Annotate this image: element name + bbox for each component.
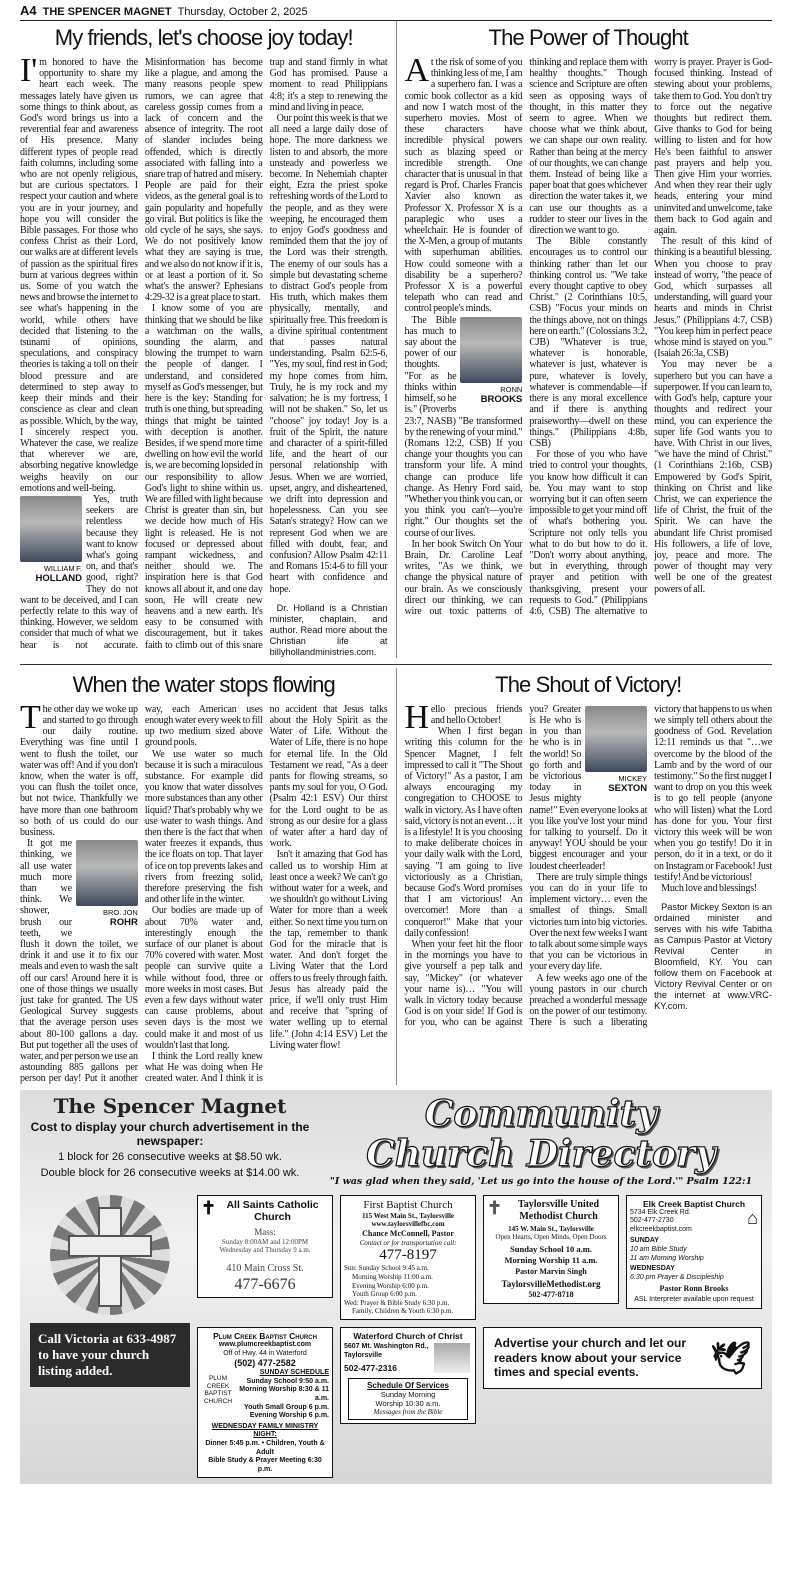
directory-title [320,1094,762,1174]
service-time: Bible Study & Prayer Meeting 6:30 p.m. [208,1457,322,1473]
rate-single: 1 block for 26 consecutive weeks at $8.50 wk. [58,1150,282,1163]
service-time: Sunday School 10 a.m. [510,1243,592,1254]
church-name: Plum Creek Baptist Church [213,1331,317,1341]
website: elkcreekbaptist.com [630,1225,692,1233]
schedule-heading: Schedule Of Services [367,1381,449,1391]
cross-flame-icon: ✝ [487,1197,503,1218]
author-first: MICKEY [618,773,648,783]
author-last: BROOKS [480,393,523,405]
title-line1: Community [424,1092,658,1135]
service-time: Dinner 5:45 p.m. • Children, Youth & Adult [205,1439,325,1456]
website: www.plumcreekbaptist.com [218,1341,312,1348]
service-time: Morning Worship 11 a.m. [504,1254,598,1265]
paragraph: The Bible constantly encourages us to control our thinking rather than let our thinking control us. "We take every thought captive to obey Christ." (2 Corinthians 10:5, CSB) "Focus your minds on the things above, not on things here on earth." (Colossians 3:2, CJB) "Whatever is true, whatever is honorable, whatever is just, whatever is pure, whatever is lovely, whatever is commendable—if there is any moral excellence and if there is anything praiseworthy—dwell on these things." (Philippians 4:8b, CSB) [529,236,648,449]
author-portrait [20,496,82,562]
ad-all-saints [197,1195,333,1298]
paragraph: When your feet hit the floor in the mornings you have to give yourself a pep talk and say, "Mickey" (or whatever your name is)… "You will walk in victory today because God is on your side! If God is for you, who can be against you? Greater is He who is in you than he who is in the world! So go forth and be victorious today in Jesus mighty name!" Even everyone looks at you like you've lost your mind for talking to yourself. Do it anyway! YOU should be your biggest encourager and your loudest cheerleader! [404,703,648,1029]
phone: 502-477-2730 [630,1217,674,1225]
website: TaylorsvilleMethodist.org [501,1278,601,1289]
service-time: Morning Worship 8:30 & 11 a.m. [239,1386,329,1402]
church-directory [20,1090,772,1485]
directory-listings [20,1188,772,1479]
author-first: BRO. JON [103,908,138,918]
church-name: Taylorsville United Methodist Church [518,1198,600,1222]
service-time: Family, Children & Youth 6:30 p.m. [352,1307,454,1316]
paragraph: Much love and blessings! [661,883,758,894]
article-water [20,668,388,1085]
listing-cta: Call Victoria at 633-4987 to have your church listing added. [30,1323,190,1387]
article-body [404,52,773,617]
mass-time: Sunday 8:00AM and 12:00PM [221,1237,309,1246]
advertise-promo [483,1327,762,1389]
paragraph: At the risk of some of you thinking less of me, I am a superhero fan. I was a comic book collector as a kid and now I watch most of the superhero movies. Most of these characters have incredible physical powers such as blazing speed or incredible strength. One character that is unusual in that regard is Prof. Charles Francis Xavier also known as Professor X. Professor X is a paraplegic who uses a wheelchair. He is founder of the X-Men, a group of mutants with superhuman abilities. How could someone with a disability be a superhero? Professor X is a powerful telepath who can read and control people's minds. [404,52,523,315]
address: 145 W. Main St., Taylorsville [508,1224,594,1233]
advertise-text: Advertise your church and let our readers know about your service times and special events. [494,1336,687,1379]
phone: 477-8197 [379,1247,437,1264]
ad-elk-creek [626,1195,762,1309]
wednesday-heading: WEDNESDAY FAMILY MINISTRY NIGHT: [211,1422,319,1439]
church-logo: PLUM CREEK BAPTIST CHURCH [203,1375,233,1405]
service-time: Worship 10:30 a.m. [375,1398,441,1408]
masthead-logo: The Spencer Magnet [53,1093,287,1118]
headline: The Power of Thought [488,25,688,50]
ad-taylorsville-methodist [483,1195,619,1304]
rate-double: Double block for 26 consecutive weeks at $14.00 wk. [40,1166,300,1179]
page-number: A4 [20,3,37,18]
service-time: Evening Worship 6:00 p.m. [352,1281,429,1290]
paragraph: Isn't it amazing that God has called us to worship Him at least once a week? We can't go without water for a week, and we shouldn't go without Living Water for more than a week either. So next time you turn on the tap, remember to thank God for the miracle that is water. And don't forget the Living Water that the Lord offers to us freely through faith. Jesus has already paid the price, if we'll only trust Him and receive that "spring of water welling up to eternal life." (John 4:14 ESV) Let the Living water flow! [269,849,388,1051]
author-photo [20,496,82,584]
ad-first-baptist [340,1195,476,1320]
service-time: Youth Group 6:00 p.m. [352,1290,417,1299]
scripture-verse: "I was glad when they said, 'Let us go into the house of the Lord.'" Psalm 122:1 [329,1175,753,1187]
address: Taylorsville [344,1351,383,1359]
author-bio: Dr. Holland is a Christian minister, chaplain, and author. Read more about the Christian life at billyhollandministries.com. [269,602,388,657]
service-time: Morning Worship 11:00 a.m. [352,1273,433,1282]
service-time: Sunday Morning [380,1390,436,1400]
paragraph: The Bible has much to say about the power of our thoughts. "For as he thinks within himself, so he is." (Proverbs 23:7, NASB) "Be transformed by the renewing of your mind." (Romans 12:2, CSB) If you change your thoughts you can transform your life. A mind change can produce life change. As Henry Ford said, "Whether you think you can, or you think you can't—you're right." Our thoughts set the course of our lives. [404,314,523,539]
location: Off of Hwy. 44 in Waterford [223,1349,307,1357]
author-last: HOLLAND [35,572,82,584]
paragraph: Yes, truth seekers are relentless because they want to know what's going on, and that's good, right? They do not want to be deceived, and I can perfectly relate to this way of thinking. However, we seldom consider that much of what we hear is not accurate. Misinformation has become like a plague, and among the many reasons people spew rumors, we can agree that careless gossip comes from a lack of concern and the absence of integrity. The root of slander includes being offended, which is directly associated with falling into a snare trap of hatred and misery. People are paid for their videos, as the general goal is to gain popularity and hopefully go viral. But politics is like the old cycle of he says, she says. We do not positively know what they are saying is true, and we also do not know if it is, or at least a portion of it. So what's the answer? Ephesians 4:29-32 is a great place to start. [20,57,263,651]
paragraph: I think the Lord really knew what He was doing when He created water. And I think it is no accident that Jesus talks about the Holy Spirit as the Water of Life. Without the Water of Life, there is no hope for eternal life. In the Old Testament we read, "As a deer pants for flowing streams, so pants my soul for you, O God. (Psalm 42:1 ESV) Our thirst for the Lord ought to be as strong as our desire for a glass of water after a hard day of work. [144,703,388,1085]
phone: 502-477-8718 [528,1289,574,1299]
paragraph: In her book Switch On Your Brain, Dr. Caroline Leaf writes, "As we think, we change the physical nature of our brain. As we consciously direct our thinking, we can wire out toxic patterns of thinking and replace them with healthy thoughts." Though science and Scripture are often seen as opposing ways of thought, in this matter they seem to agree. When we choose what we think about, we can shape our own reality. Rather than being at the mercy of our thoughts, we can change them. Instead of being like a paper boat that goes whichever direction the water takes it, we can use our thoughts as a rudder to steer our lives in the direction we want to go. [404,57,648,617]
article-body [20,52,388,658]
paragraph: I know some of you are thinking that we should be like a watchman on the walls, sounding the alarm, and blowing the trumpet to warn the people of danger. I understand, and considered myself as God's messenger, but here is the key: Standing for truth is one thing, but spreading things that might be tainted with deception is another. Besides, if we spend more time dwelling on how evil the world is, we are becoming lopsided in our responsibility to allow God's light to shine within us. We are filled with light because Christ is greater than sin, but we decide how much of His light is released. He is not focused or depressed about rampant wickedness, and neither should we. The inspiration here is that God knows all about it, and one day soon, He will create new heavens and a new earth. It's easy to be consumed with discouragement, but it takes faith to climb out of this snare trap and stand firmly in what God has promised. Pause a moment to read Philippians 4:8; it's a step to renewing the mind and living in peace. [144,57,388,651]
paragraph: A few weeks ago one of the young pastors in our church preached a wonderful message on the power of our testimony. There is such a liberating victory that happens to us when we simply tell others about the goodness of God. Revelation 12:11 reminds us that "…we overcome by the blood of the Lamb and by the word of our testimony." So the first nugget I want to drop on you this week is to go tell people (anyone who will listen) what the Lord has done for you. Your first victory this week will be won when you go testify! Do it in person, do it in a text, or do it on Instagram or Facebook! Just testify! And be victorious! [529,703,772,1029]
pastor: Chance McConnell, Pastor [362,1228,454,1238]
service-time: 10 am Bible Study [630,1246,687,1254]
author-first: WILLIAM F. [43,563,82,573]
pastor: Pastor Ronn Brooks [659,1284,729,1294]
page-folio [20,3,772,21]
asl-note: ASL Interpreter available upon request [634,1296,754,1304]
cross-icon: ✝ [201,1197,217,1218]
middle-section [20,668,772,1087]
paragraph: I'm honored to have the opportunity to share my heart each week. The messages lately have given us some things to think about, as God's word brings us into a reverential fear and awareness of His presence. Many different types of people read faith columns, including some who are not openly religious, but are curious spectators. I respect your caution and where you are in your journey, and hope you will consider the Bible passages. For those who confess Christ as their Lord, our walks are at different levels of passion as the spiritual fires burn at various degrees within us. Some of you watch the news and browse the internet to see what's happening in the world, while others have decided that listening to the tsunami of opinions, speculations, and conspiracy theories is taking a toll on their blood pressure and are determined to step away to keep their minds and their conscience as clear and clean as possible. Which, by the way, I sincerely respect you. Whatever the case, we realize that wherever we are, absorbing negative knowledge weighs heavily on our emotions and well-being. [20,52,138,494]
address: 410 Main Cross St. [226,1262,304,1274]
mass-time: Wednesday and Thursday 9 a.m. [219,1246,311,1255]
motto: Open Hearts, Open Minds, Open Doors [495,1233,607,1242]
phone: 477-6676 [234,1275,296,1293]
author-portrait [585,706,647,772]
title-line2: Church Directory [366,1132,716,1175]
ad-waterford [340,1327,476,1424]
paragraph: The other day we woke up and started to go through our daily routine. Everything was fine until I went to flush the toilet, our water was off! And if you don't know, when the water is off, you can flush the toilet once, but not twice. Thankfully we have more than one bathroom so both of us could do our business. [20,698,138,838]
directory-header [20,1094,772,1188]
paragraph: When I first began writing this column for the Spencer Magnet, I felt impressed to call it "The Shout of Victory!" As a pastor, I am always encouraging my congregation to CHOOSE to walk in victory. As I have often said, victory is not an event… it is a lifestyle! It is you choosing to make deliberate choices in your daily walk with the Lord, saying "I am going to live victoriously as a Christian, because God's Word promises that I am victorious! An overcomer! More than a conqueror!" Make that your daily confession! [404,726,523,939]
service-time: Sunday School 9:50 a.m. [246,1377,329,1385]
directory-sidebar [30,1195,190,1387]
article-shout-of-victory [396,668,773,1085]
author-portrait [76,840,138,906]
cost-heading: Cost to display your church advertisement in the newspaper: [30,1119,310,1148]
service-time: 11 am Morning Worship [630,1254,704,1262]
article-body [20,698,388,1085]
publication-name: THE SPENCER MAGNET [42,6,172,18]
pricing-info [30,1094,310,1188]
tagline: Messages from the Bible [373,1408,443,1417]
paragraph: For those of you who have tried to control your thoughts, you know how difficult it can be. You may want to stop worrying but it can often seem impossible to get your mind off of what's bothering you. Scripture not only tells you what to do but how to do it. "Don't worry about anything, but in everything, through prayer and petition with thanksgiving, present your requests to God." (Philippians 4:6, CSB) The alternative to worry is prayer. Prayer is God-focused thinking. Instead of stewing about your problems, take them to God. You don't try to force out the negative thoughts but redirect them. Give thanks to God for being willing to listen and for how He's been faithful to answer past prayers and help you. Then give Him your worries. And when they rear their ugly heads, entering your mind uninvited and unwelcome, take them back to God again and again. [529,57,772,617]
issue-date: Thursday, October 2, 2025 [177,6,308,18]
ad-plum-creek-baptist [197,1327,333,1478]
address: 5734 Elk Creek Rd. [630,1208,691,1216]
mass-label: Mass: [254,1226,276,1237]
article-power-of-thought [396,21,773,658]
cross-icon [50,1195,170,1315]
headline: The Shout of Victory! [495,671,682,697]
contact-note: Contact or for transportation call: [359,1238,457,1247]
author-bio: Pastor Mickey Sexton is an ordained minister and serves with his wife Tabitha as Campus Pastor at Victory Revival Center in Bloomfield, KY. You can follow them on Facebook at Victory Revival Center or on the internet at www.VRC-KY.com. [654,902,772,1012]
church-building-image [434,1343,470,1373]
author-last: ROHR [109,917,138,929]
headline: When the water stops flowing [72,671,335,697]
paragraph: Our bodies are made up of about 70% water and, interestingly enough the surface of our planet is about 70% covered with water. Most people can survive quite a while without food, three or more weeks in most cases. But even a few days without water can cause problems, about seven days is the most we could make it and most of us wouldn't last that long. [144,905,263,1051]
church-family-icon: ⌂ [747,1207,758,1228]
service-time: 6:30 pm Prayer & Discipleship [630,1273,724,1281]
paragraph: The result of this kind of thinking is a beautiful blessing. When you choose to pray instead of worry, "the peace of God, which surpasses all understanding, will guard your hearts and minds in Christ Jesus." (Philippians 4:7, CSB) "You keep him in perfect peace whose mind is stayed on you." (Isaiah 26:3a, CSB) [654,236,772,360]
paragraph: You may never be a superhero but you can have a superpower. If you can learn to, with God's help, capture your thoughts and redirect your mind, you can experience the super life God wants you to have. With Christ in our lives, "we have the mind of Christ." (1 Corinthians 2:16b, CSB) Empowered by God's Spirit, thinking on Christ and like Christ, we can experience the life of Christ, the fruit of the Spirit. We can have the abundant life Christ promised His followers, a life of love, joy, peace and more. The power of thought may very well be one of the greatest powers of all. [654,359,772,595]
service-time: Youth Small Group 6 p.m. [243,1403,329,1411]
church-name: All Saints Catholic Church [226,1198,319,1223]
paragraph: We use water so much because it is such a miraculous substance. For example did you know that water dissolves more substances than any other liquid? That's probably why we use water to wash things. And then there is the fact that when water freezes it expands, thus the ice floats on top. That layer of ice on top prevents lakes and rivers from freezing solid, therefore preserving the fish and other life in the winter. [144,748,263,906]
article-body [404,698,773,1029]
author-photo [76,840,138,928]
address: 115 West Main St., Taylorsville [361,1211,455,1220]
paragraph: Hello precious friends and hello October! [404,698,523,736]
website: www.taylorsvillefbc.com [371,1220,445,1229]
dove-icon: 🕊 [710,1339,751,1376]
schedule-heading: SUNDAY SCHEDULE [259,1369,329,1377]
church-name: Waterford Church of Christ [353,1331,463,1341]
service-time: Sun: Sunday School 9:45 a.m. [344,1264,429,1273]
service-time: Wed: Prayer & Bible Study 6:30 p.m. [344,1298,450,1307]
phone: (502) 477-2582 [234,1358,296,1369]
article-choose-joy [20,21,388,658]
paragraph: It got me thinking, we all use water much more than we think. We shower, brush our teeth, we flush it down the toilet, we drink it and use it to fix our meals and even to wash the salt off our cars! Around here it is one of those things we usually just take for granted. The US Geological Survey suggests that the average person uses about 80-100 gallons a day. But put together all the uses of water, and per person we use an astounding 885 gallons per person per day! Put it another way, each American uses enough water every week to fill up two medium sized above ground pools. [20,703,263,1085]
day-label: SUNDAY [630,1237,659,1245]
church-name: Elk Creek Baptist Church [642,1198,746,1209]
church-name: First Baptist Church [363,1198,453,1211]
phone: 502-477-2316 [344,1363,397,1374]
author-last: SEXTON [608,782,648,794]
author-photo [585,706,647,794]
author-portrait [460,317,522,383]
author-first: RONN [500,384,523,394]
service-time: Evening Worship 6 p.m. [249,1412,329,1420]
paragraph: There are truly simple things you can do in your life to implement victory… even the smallest of things. Small victories turn into big victories. Over the next few weeks I want to talk about some simple ways that you can be victorious in your every day life. [529,871,648,973]
headline: My friends, let's choose joy today! [54,25,353,50]
paragraph: Our point this week is that we all need a large daily dose of hope. The more darkness we listen to and absorb, the more unsteady and powerless we become. In Nehemiah chapter eight, Ezra the priest spoke refreshing words of the Lord to the people, and as they were weeping, he encouraged them to enjoy God's goodness and reminded them that the joy of the Lord was their strength. The enemy of our souls has a simple but devastating scheme to distract God's people from His truth, which makes them physically, mentally, and spiritually free. This freedom is a divine spiritual contentment that passes natural understanding. Psalm 62:5-6, "Yes, my soul, find rest in God; my hope comes from him. Truly, he is my rock and my salvation; he is my fortress, I will not be shaken." So, let us "choose" joy today! Joy is a fruit of the Spirit, the nature and character of a spirit-filled life, and the heart of our personal relationship with Jesus. When we are worried, upset, angry, and disheartened, we drift into depression and hopelessness. Can you see Satan's strategy? How can we represent God when we are filled with doubt, fear, and confusion? Allow Psalm 42:11 and Romans 15:4-6 to fill your heart with confidence and hope. [269,113,388,595]
address: 5607 Mt. Washington Rd., [344,1343,429,1350]
directory-title-block [320,1094,762,1188]
pastor: Pastor Marvin Singh [515,1266,587,1276]
top-section [20,21,772,665]
author-photo [460,317,522,405]
day-label: WEDNESDAY [630,1265,675,1273]
